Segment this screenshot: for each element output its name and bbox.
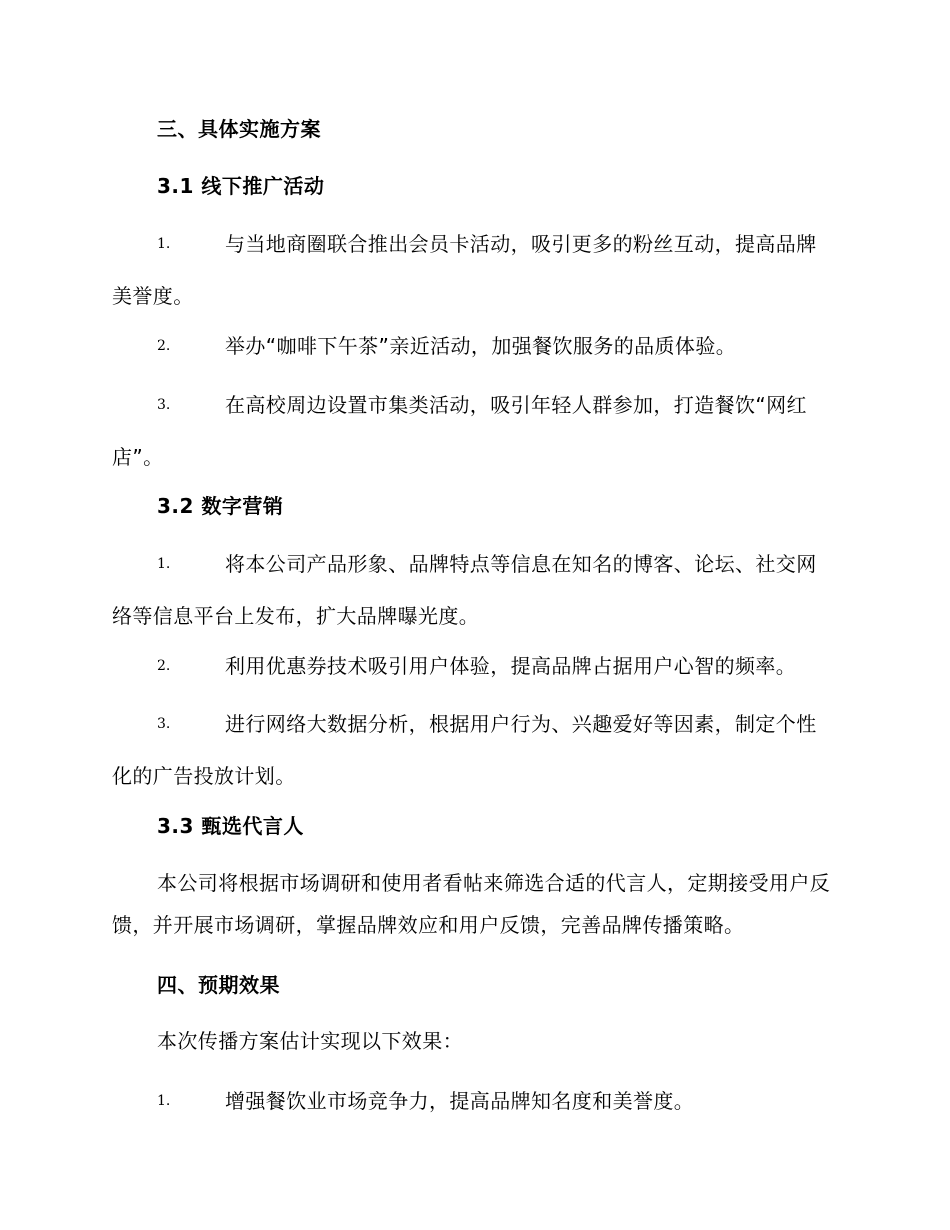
list-item bbox=[112, 379, 834, 483]
list-item bbox=[112, 538, 834, 642]
list-item bbox=[112, 320, 834, 372]
subsection-3-2-heading: 3.2 数字营销 bbox=[157, 494, 284, 518]
list-item-text: 利用优惠券技术吸引用户体验，提高品牌占据用户心智的频率。 bbox=[225, 654, 797, 678]
list-item-number: 1. bbox=[157, 236, 171, 252]
list-item-number: 3. bbox=[157, 397, 171, 413]
section-4-heading: 四、预期效果 bbox=[157, 973, 280, 997]
list-item-text: 举办“咖啡下午茶”亲近活动，加强餐饮服务的品质体验。 bbox=[225, 334, 737, 358]
list-item bbox=[112, 698, 834, 802]
list-item bbox=[112, 1075, 834, 1127]
list-item-text: 将本公司产品形象、品牌特点等信息在知名的博客、论坛、社交网络等信息平台上发布，扩大品牌曝光度。 bbox=[112, 552, 817, 628]
list-item-number: 2. bbox=[157, 658, 171, 674]
list-item-text: 在高校周边设置市集类活动，吸引年轻人群参加，打造餐饮“网红店”。 bbox=[112, 393, 807, 469]
list-item-number: 2. bbox=[157, 338, 171, 354]
paragraph: 本次传播方案估计实现以下效果： bbox=[157, 1029, 463, 1053]
section-3-heading: 三、具体实施方案 bbox=[157, 117, 321, 141]
list-item-number: 1. bbox=[157, 556, 171, 572]
paragraph: 本公司将根据市场调研和使用者看帖来筛选合适的代言人，定期接受用户反馈，并开展市场调研，掌握品牌效应和用户反馈，完善品牌传播策略。 bbox=[112, 871, 831, 937]
list-item bbox=[112, 218, 834, 322]
list-item bbox=[112, 640, 834, 692]
list-item-text: 与当地商圈联合推出会员卡活动，吸引更多的粉丝互动，提高品牌美誉度。 bbox=[112, 232, 817, 308]
subsection-3-3-heading: 3.3 甄选代言人 bbox=[157, 814, 304, 838]
list-item-number: 1. bbox=[157, 1093, 171, 1109]
list-item-text: 进行网络大数据分析，根据用户行为、兴趣爱好等因素，制定个性化的广告投放计划。 bbox=[112, 712, 817, 788]
list-item-text: 增强餐饮业市场竞争力，提高品牌知名度和美誉度。 bbox=[225, 1089, 695, 1113]
subsection-3-1-heading: 3.1 线下推广活动 bbox=[157, 174, 325, 198]
list-item-number: 3. bbox=[157, 716, 171, 732]
